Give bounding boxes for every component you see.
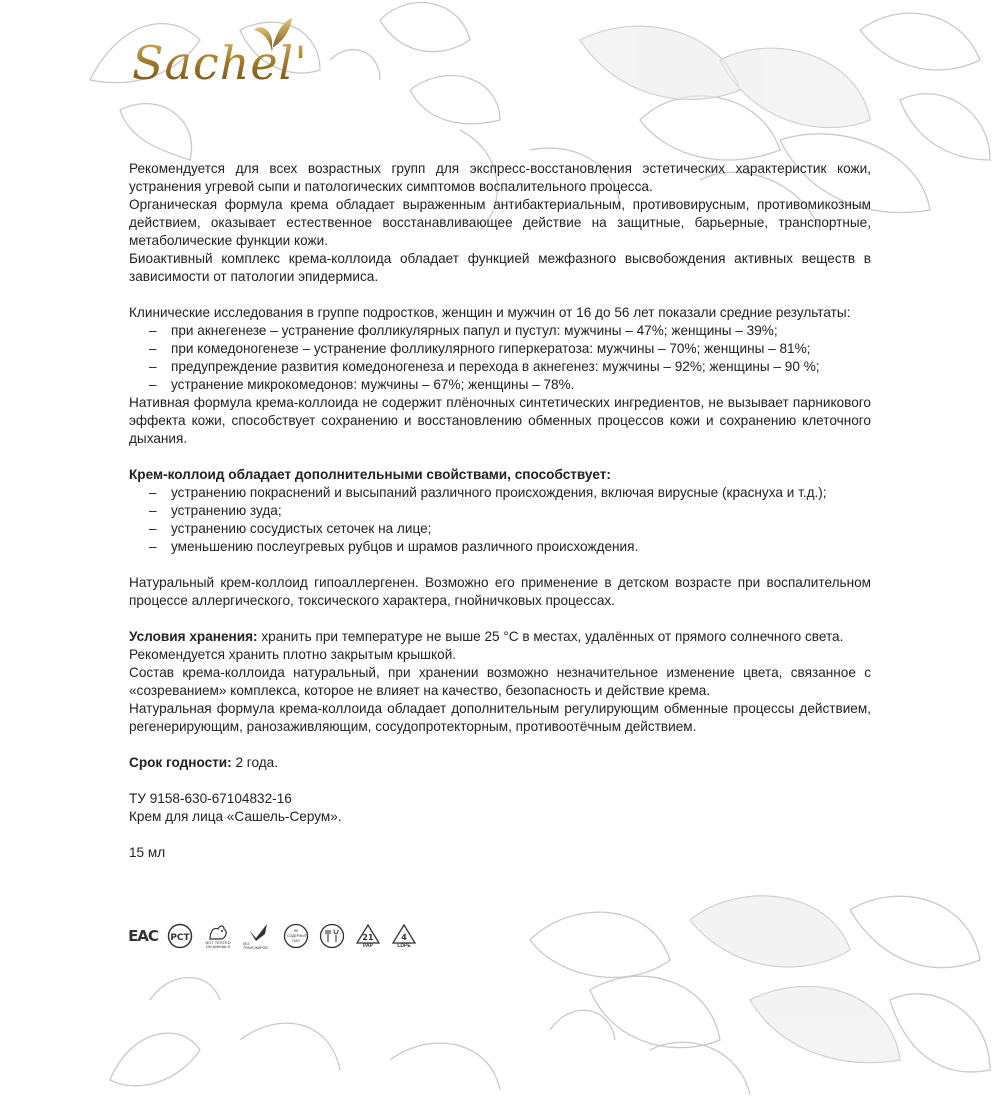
storage-conditions xyxy=(129,628,871,646)
list-item: – устранению покраснений и высыпаний различного происхождения, включая вирусные (краснуха и т.д.); xyxy=(129,484,871,502)
product-description xyxy=(129,160,871,862)
eac-icon: EAC xyxy=(128,927,158,945)
shelf-life-label: Срок годности: xyxy=(129,755,232,770)
storage-text: хранить при температуре не выше 25 °С в местах, удалённых от прямого солнечного света. xyxy=(257,629,844,644)
list-item: – при акнегенезе – устранение фолликулярных папул и пустул: мужчины – 47%; женщины – 39%; xyxy=(129,322,871,340)
recycle-pap-icon: 21 PAP xyxy=(355,924,381,949)
certification-icons xyxy=(129,918,417,954)
shelf-life-value: 2 года. xyxy=(231,755,278,770)
rst-icon xyxy=(167,923,193,949)
properties-heading: Крем-коллоид обладает дополнительными свойствами, способствует: xyxy=(129,467,611,482)
clinical-heading: Клинические исследования в группе подростков, женщин и мужчин от 16 до 56 лет показали средние результаты: xyxy=(129,305,851,320)
floral-decoration-bottom xyxy=(90,880,1000,1100)
no-gmo-icon: НЕ СОДЕРЖИТ ГМО xyxy=(283,923,309,949)
list-item: – устранение микрокомедонов: мужчины – 67%; женщины – 78%. xyxy=(129,376,871,394)
not-tested-on-animals-icon: NOT TESTED ON ANIMALS xyxy=(203,923,233,949)
storage-line: Натуральная формула крема-коллоида обладает дополнительным регулирующим обменные процессы действием, регенерирующим, ранозаживляющим, сосудопротекторным, противоотёчным действием. xyxy=(129,701,871,734)
recycle-ldpe-icon: 4 LDPE xyxy=(391,924,417,949)
list-item: – предупреждение развития комедоногенеза и перехода в акнегенез: мужчины – 92%; женщины – 90 %; xyxy=(129,358,871,376)
product-name: Крем для лица «Сашель-Серум». xyxy=(129,809,342,824)
svg-text:4: 4 xyxy=(401,932,407,942)
storage-line: Рекомендуется хранить плотно закрытым крышкой. xyxy=(129,647,457,662)
intro-paragraph: Органическая формула крема обладает выраженным антибактериальным, противовирусным, противомикозным действием, оказывает естественное восстанавливающее действие на защитные, барьерные, транспортные, метаболические функции кожи. xyxy=(129,197,871,248)
intro-paragraph: Рекомендуется для всех возрастных групп для экспресс-восстановления эстетических характеристик кожи, устранения угревой сыпи и патологических симптомов воспалительного процесса. xyxy=(129,161,871,194)
storage-label: Условия хранения: xyxy=(129,629,258,644)
volume: 15 мл xyxy=(129,845,166,860)
svg-text:21: 21 xyxy=(362,932,374,942)
no-transfats-icon: БЕЗ ТРАНСЖИРОВ xyxy=(243,922,273,950)
list-item: – устранению сосудистых сеточек на лице; xyxy=(129,520,871,538)
glass-fork-icon xyxy=(319,923,345,949)
brand-logo xyxy=(132,14,352,94)
shelf-life xyxy=(129,754,871,772)
list-item: – уменьшению послеугревых рубцов и шрамов различного происхождения. xyxy=(129,538,871,556)
brand-logo-text: Sachel' xyxy=(132,36,308,90)
clinical-results-list xyxy=(129,322,871,394)
storage-line: Состав крема-коллоида натуральный, при хранении возможно незначительное изменение цвета, связанное с «созреванием» комплекса, которое не влияет на качество, безопасность и действие крема. xyxy=(129,665,871,698)
svg-text:РСТ: РСТ xyxy=(170,933,190,943)
list-item: – устранению зуда; xyxy=(129,502,871,520)
properties-list xyxy=(129,484,871,556)
tu-code: ТУ 9158-630-67104832-16 xyxy=(129,791,292,806)
intro-paragraph: Биоактивный комплекс крема-коллоида обладает функцией межфазного высвобождения активных веществ в зависимости от патологии эпидермиса. xyxy=(129,251,871,284)
clinical-note: Нативная формула крема-коллоида не содержит плёночных синтетических ингредиентов, не вызывает парникового эффекта кожи, способствует сохранению и восстановлению обменных процессов кожи и сохранению клеточного дыхания. xyxy=(129,395,871,446)
list-item: – при комедоногенезе – устранение фолликулярного гиперкератоза: мужчины – 70%; женщины – 81%; xyxy=(129,340,871,358)
hypoallergenic-paragraph: Натуральный крем-коллоид гипоаллергенен. Возможно его применение в детском возрасте при воспалительном процессе аллергического, токсического характера, гнойничковых процессах. xyxy=(129,575,871,608)
